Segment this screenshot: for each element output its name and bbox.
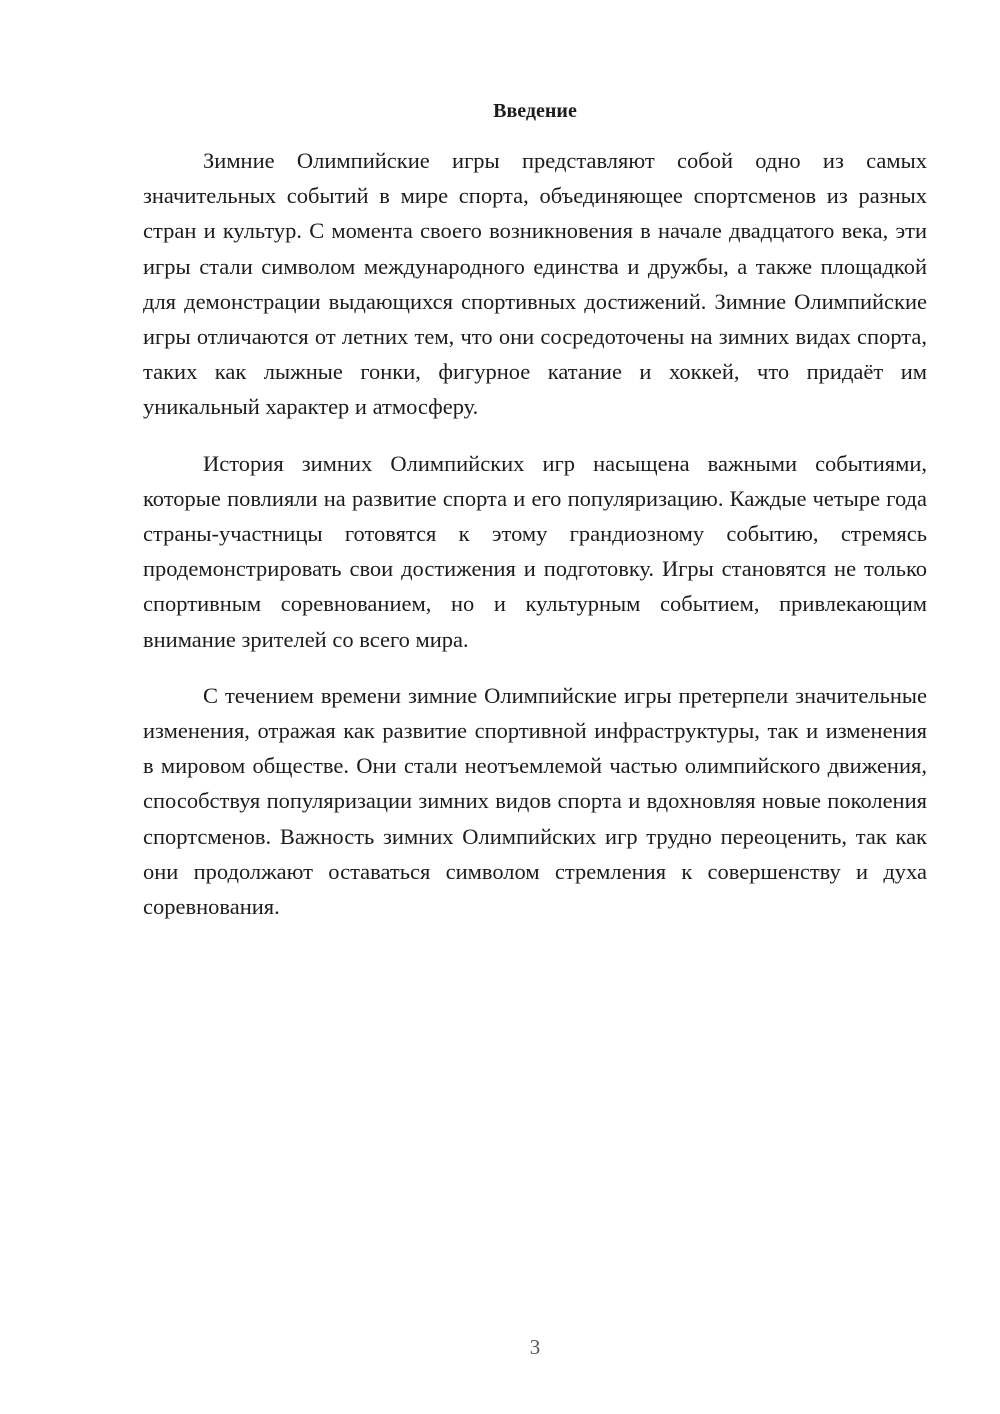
page-number: 3: [529, 1335, 541, 1359]
paragraph: С течением времени зимние Олимпийские игры претерпели значительные изменения, отражая как развитие спортивной инфраструктуры, так и изменения в мировом обществе. Они стали неотъемлемой частью олимпийского движения, способствуя популяризации зимних видов спорта и вдохновляя новые поколения спортсменов. Важность зимних Олимпийских игр трудно переоценить, так как они продолжают оставаться символом стремления к совершенству и духа соревнования.: [143, 682, 927, 920]
paragraph: История зимних Олимпийских игр насыщена важными событиями, которые повлияли на развитие спорта и его популяризацию. Каждые четыре года страны-участницы готовятся к этому грандиозному событию, стремясь продемонстрировать свои достижения и подготовку. Игры становятся не только спортивным соревнованием, но и культурным событием, привлекающим внимание зрителей со всего мира.: [143, 450, 927, 652]
paragraph: Зимние Олимпийские игры представляют собой одно из самых значительных событий в мире спорта, объединяющее спортсменов из разных стран и культур. С момента своего возникновения в начале двадцатого века, эти игры стали символом международного единства и дружбы, а также площадкой для демонстрации выдающихся спортивных достижений. Зимние Олимпийские игры отличаются от летних тем, что они сосредоточены на зимних видах спорта, таких как лыжные гонки, фигурное катание и хоккей, что придаёт им уникальный характер и атмосферу.: [143, 148, 927, 420]
body-text: [143, 143, 927, 945]
section-heading: Введение: [493, 100, 577, 122]
